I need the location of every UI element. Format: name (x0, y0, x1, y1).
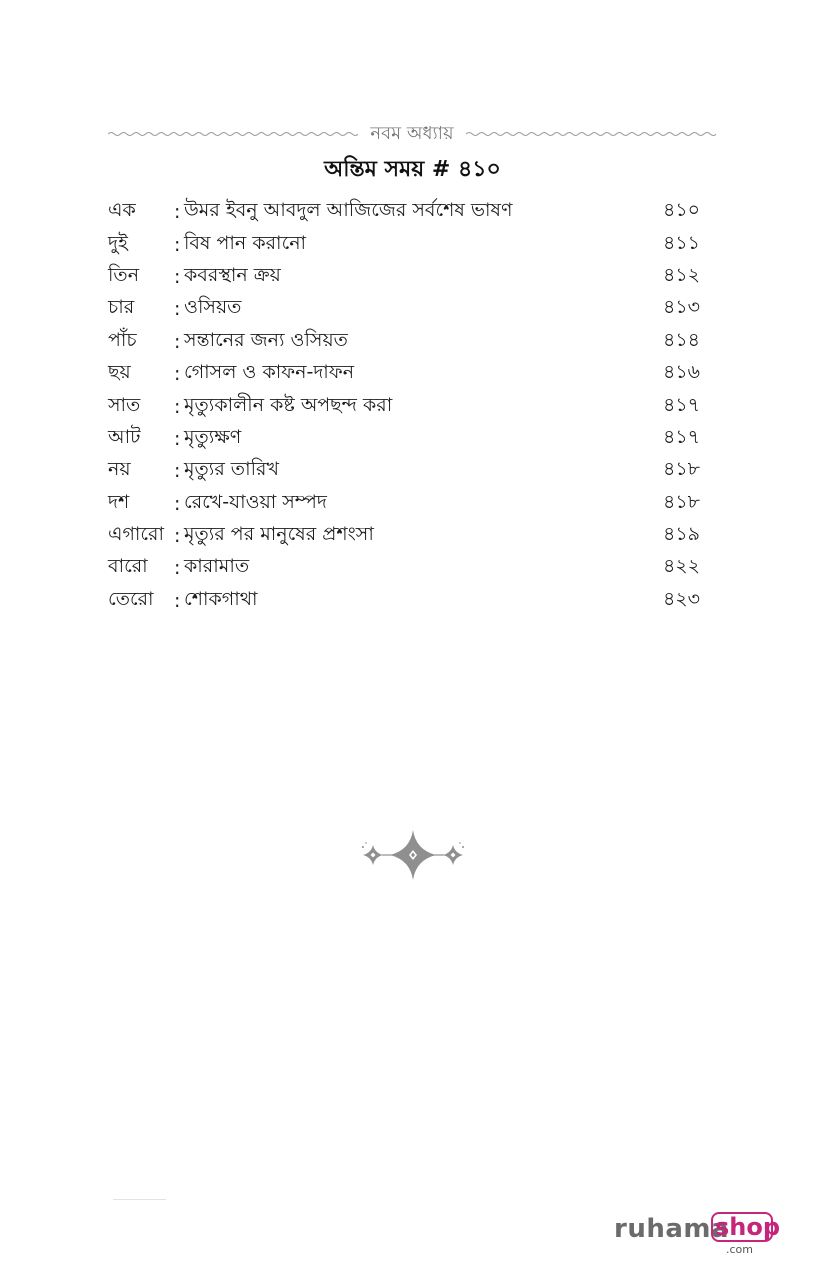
toc-row[interactable] (108, 455, 700, 487)
toc-title: কবরস্থান ক্রয় (184, 263, 281, 286)
toc-title: রেখে-যাওয়া সম্পদ (184, 490, 327, 513)
toc-row[interactable] (108, 390, 700, 422)
toc-separator: : (174, 330, 181, 353)
toc-page: ৪২২ (662, 555, 700, 578)
toc-page: ৪১৯ (663, 523, 700, 546)
ruhamashop-logo (614, 1208, 779, 1260)
toc-separator: : (174, 363, 181, 386)
toc-page: ৪১৩ (662, 296, 700, 319)
toc-page: ৪১৭ (662, 393, 700, 416)
toc-row[interactable] (108, 228, 700, 260)
toc-separator: : (174, 395, 181, 418)
logo-ruhama-text: ruhama (614, 1214, 730, 1244)
toc-page: ৪১৮ (663, 490, 700, 513)
toc-row[interactable] (108, 293, 700, 325)
toc-separator: : (174, 525, 181, 548)
toc-number: তেরো (108, 587, 154, 610)
toc-number: এগারো (108, 523, 165, 546)
wavy-divider-left (108, 130, 358, 138)
footnote-rule (113, 1199, 166, 1200)
toc-title: গোসল ও কাফন-দাফন (184, 361, 355, 384)
toc-row[interactable] (108, 552, 700, 584)
toc-title: মৃত্যুর তারিখ (184, 458, 279, 481)
toc-number: সাত (108, 393, 141, 416)
toc-title: শোকগাথা (184, 587, 258, 610)
toc-page: ৪১১ (663, 231, 700, 254)
wavy-divider-right (466, 130, 716, 138)
toc-row[interactable] (108, 520, 700, 552)
toc-number: চার (108, 296, 135, 319)
toc-number: ছয় (108, 361, 131, 384)
toc-separator: : (174, 589, 181, 612)
logo-shop-text: shop (715, 1213, 781, 1241)
toc-page: ৪১৬ (662, 361, 700, 384)
toc-row[interactable] (108, 261, 700, 293)
toc-row[interactable] (108, 423, 700, 455)
toc-separator: : (174, 233, 181, 256)
toc-separator: : (174, 492, 181, 515)
toc-number: নয় (108, 458, 131, 481)
toc-number: বারো (108, 555, 148, 578)
toc-title: সন্তানের জন্য ওসিয়ত (184, 328, 348, 351)
toc-row[interactable] (108, 196, 700, 228)
toc-page: ৪১২ (662, 263, 700, 286)
table-of-contents (108, 196, 700, 617)
toc-number: এক (108, 199, 136, 222)
toc-number: পাঁচ (108, 328, 137, 351)
chapter-title: অন্তিম সময় # ৪১০ (324, 157, 501, 182)
sparkle-ornament-icon (358, 828, 468, 882)
toc-number: আট (108, 425, 141, 448)
toc-separator: : (174, 427, 181, 450)
toc-title: মৃত্যুক্ষণ (184, 425, 242, 448)
toc-number: দুই (108, 231, 128, 254)
toc-page: ৪১০ (662, 199, 700, 222)
toc-row[interactable] (108, 585, 700, 617)
chapter-header (108, 120, 716, 148)
toc-title: কারামাত (184, 555, 250, 578)
toc-row[interactable] (108, 326, 700, 358)
toc-title: মৃত্যুকালীন কষ্ট অপছন্দ করা (184, 393, 393, 416)
toc-page: ৪১৮ (663, 458, 700, 481)
toc-separator: : (174, 557, 181, 580)
chapter-label: নবম অধ্যায় (370, 122, 454, 144)
logo-com-text: .com (726, 1243, 753, 1256)
toc-title: বিষ পান করানো (184, 231, 307, 254)
toc-page: ৪১৭ (662, 425, 700, 448)
toc-row[interactable] (108, 488, 700, 520)
toc-title: মৃত্যুর পর মানুষের প্রশংসা (184, 523, 374, 546)
toc-title: ওসিয়ত (184, 296, 242, 319)
toc-row[interactable] (108, 358, 700, 390)
toc-page: ৪২৩ (662, 587, 700, 610)
toc-number: দশ (108, 490, 130, 513)
toc-separator: : (174, 265, 181, 288)
toc-page: ৪১৪ (663, 328, 700, 351)
toc-separator: : (174, 298, 181, 321)
toc-title: উমর ইবনু আবদুল আজিজের সর্বশেষ ভাষণ (184, 199, 513, 222)
toc-separator: : (174, 201, 181, 224)
toc-number: তিন (108, 263, 140, 286)
toc-separator: : (174, 460, 181, 483)
